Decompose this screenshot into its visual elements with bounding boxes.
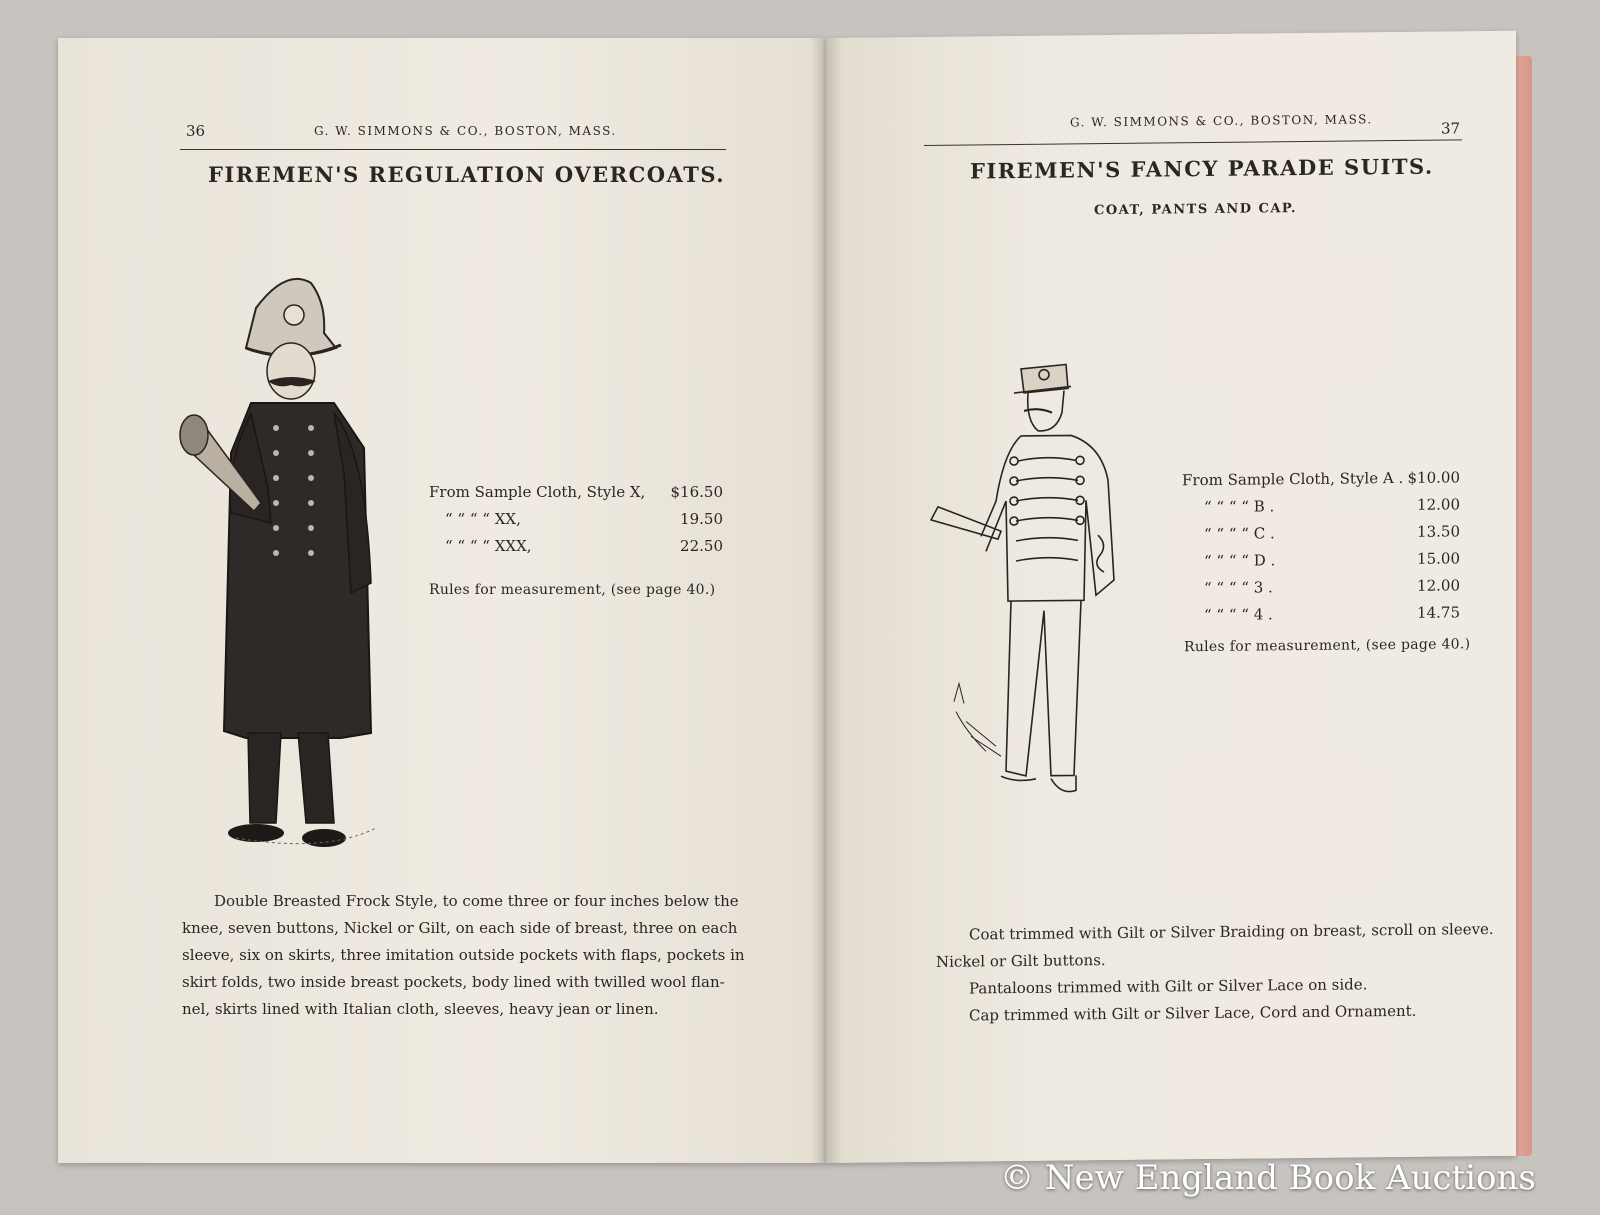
price-value: 14.75 <box>1417 602 1460 622</box>
price-label: From Sample Cloth, Style A . <box>1182 468 1404 489</box>
price-label: “ “ “ “ D . <box>1204 550 1276 570</box>
open-catalog <box>58 38 1558 1168</box>
price-row <box>1182 463 1460 493</box>
price-row <box>1182 517 1460 547</box>
description-line: skirt folds, two inside breast pockets, body lined with twilled wool flan- <box>182 973 725 991</box>
description-line: nel, skirts lined with Italian cloth, sleeves, heavy jean or linen. <box>182 1000 659 1018</box>
right-page-number: 37 <box>1441 119 1461 138</box>
price-row <box>1182 544 1460 574</box>
price-value: 12.00 <box>1417 494 1460 514</box>
cover-edge <box>1516 56 1532 1156</box>
description-line: Pantaloons trimmed with Gilt or Silver Lace on side. <box>969 975 1368 998</box>
right-header-rule <box>924 139 1462 146</box>
price-row <box>429 532 723 559</box>
price-label: “ “ “ “ 3 . <box>1204 577 1273 597</box>
description-line: Coat trimmed with Gilt or Silver Braiding on breast, scroll on sleeve. <box>969 920 1494 944</box>
price-label: “ “ “ “ C . <box>1204 523 1275 543</box>
description-line: knee, seven buttons, Nickel or Gilt, on each side of breast, three on each <box>182 919 738 937</box>
right-measurement-note: Rules for measurement, (see page 40.) <box>1184 636 1471 656</box>
price-label: “ “ “ “ XXX, <box>445 536 532 555</box>
price-label: “ “ “ “ XX, <box>445 509 521 528</box>
fireman-overcoat-illustration <box>176 253 416 853</box>
left-running-head: G. W. SIMMONS & CO., BOSTON, MASS. <box>314 124 617 138</box>
right-page <box>826 31 1516 1163</box>
price-value: 12.00 <box>1417 575 1460 595</box>
right-description <box>936 916 1496 1030</box>
left-price-table <box>429 478 723 559</box>
price-value: $10.00 <box>1407 467 1460 487</box>
right-running-head: G. W. SIMMONS & CO., BOSTON, MASS. <box>1070 112 1373 130</box>
right-price-table <box>1182 463 1460 628</box>
price-value: 19.50 <box>680 509 723 528</box>
price-row <box>429 505 723 532</box>
right-page-subtitle: COAT, PANTS AND CAP. <box>1094 201 1298 219</box>
left-header-rule <box>180 149 726 150</box>
price-value: 22.50 <box>680 536 723 555</box>
left-description <box>182 888 745 1023</box>
left-page <box>58 38 826 1163</box>
price-value: $16.50 <box>670 482 723 501</box>
price-value: 13.50 <box>1417 521 1460 541</box>
left-page-title: FIREMEN'S REGULATION OVERCOATS. <box>208 162 726 187</box>
price-row <box>1182 571 1460 601</box>
price-label: “ “ “ “ 4 . <box>1204 604 1273 624</box>
parade-suit-illustration <box>926 350 1146 852</box>
copyright-watermark: © New England Book Auctions <box>1000 1158 1536 1198</box>
price-label: From Sample Cloth, Style X, <box>429 482 646 501</box>
description-line: Cap trimmed with Gilt or Silver Lace, Cord and Ornament. <box>969 1001 1417 1025</box>
price-row <box>1182 490 1460 520</box>
description-line: Double Breasted Frock Style, to come three or four inches below the <box>214 892 739 910</box>
right-page-title: FIREMEN'S FANCY PARADE SUITS. <box>970 153 1434 184</box>
price-row <box>1182 598 1460 628</box>
left-measurement-note: Rules for measurement, (see page 40.) <box>429 582 716 598</box>
price-label: “ “ “ “ B . <box>1204 496 1275 516</box>
description-line: Nickel or Gilt buttons. <box>936 951 1106 971</box>
left-page-number: 36 <box>186 122 206 140</box>
price-value: 15.00 <box>1417 548 1460 568</box>
price-row <box>429 478 723 505</box>
description-line: sleeve, six on skirts, three imitation outside pockets with flaps, pockets in <box>182 946 745 964</box>
